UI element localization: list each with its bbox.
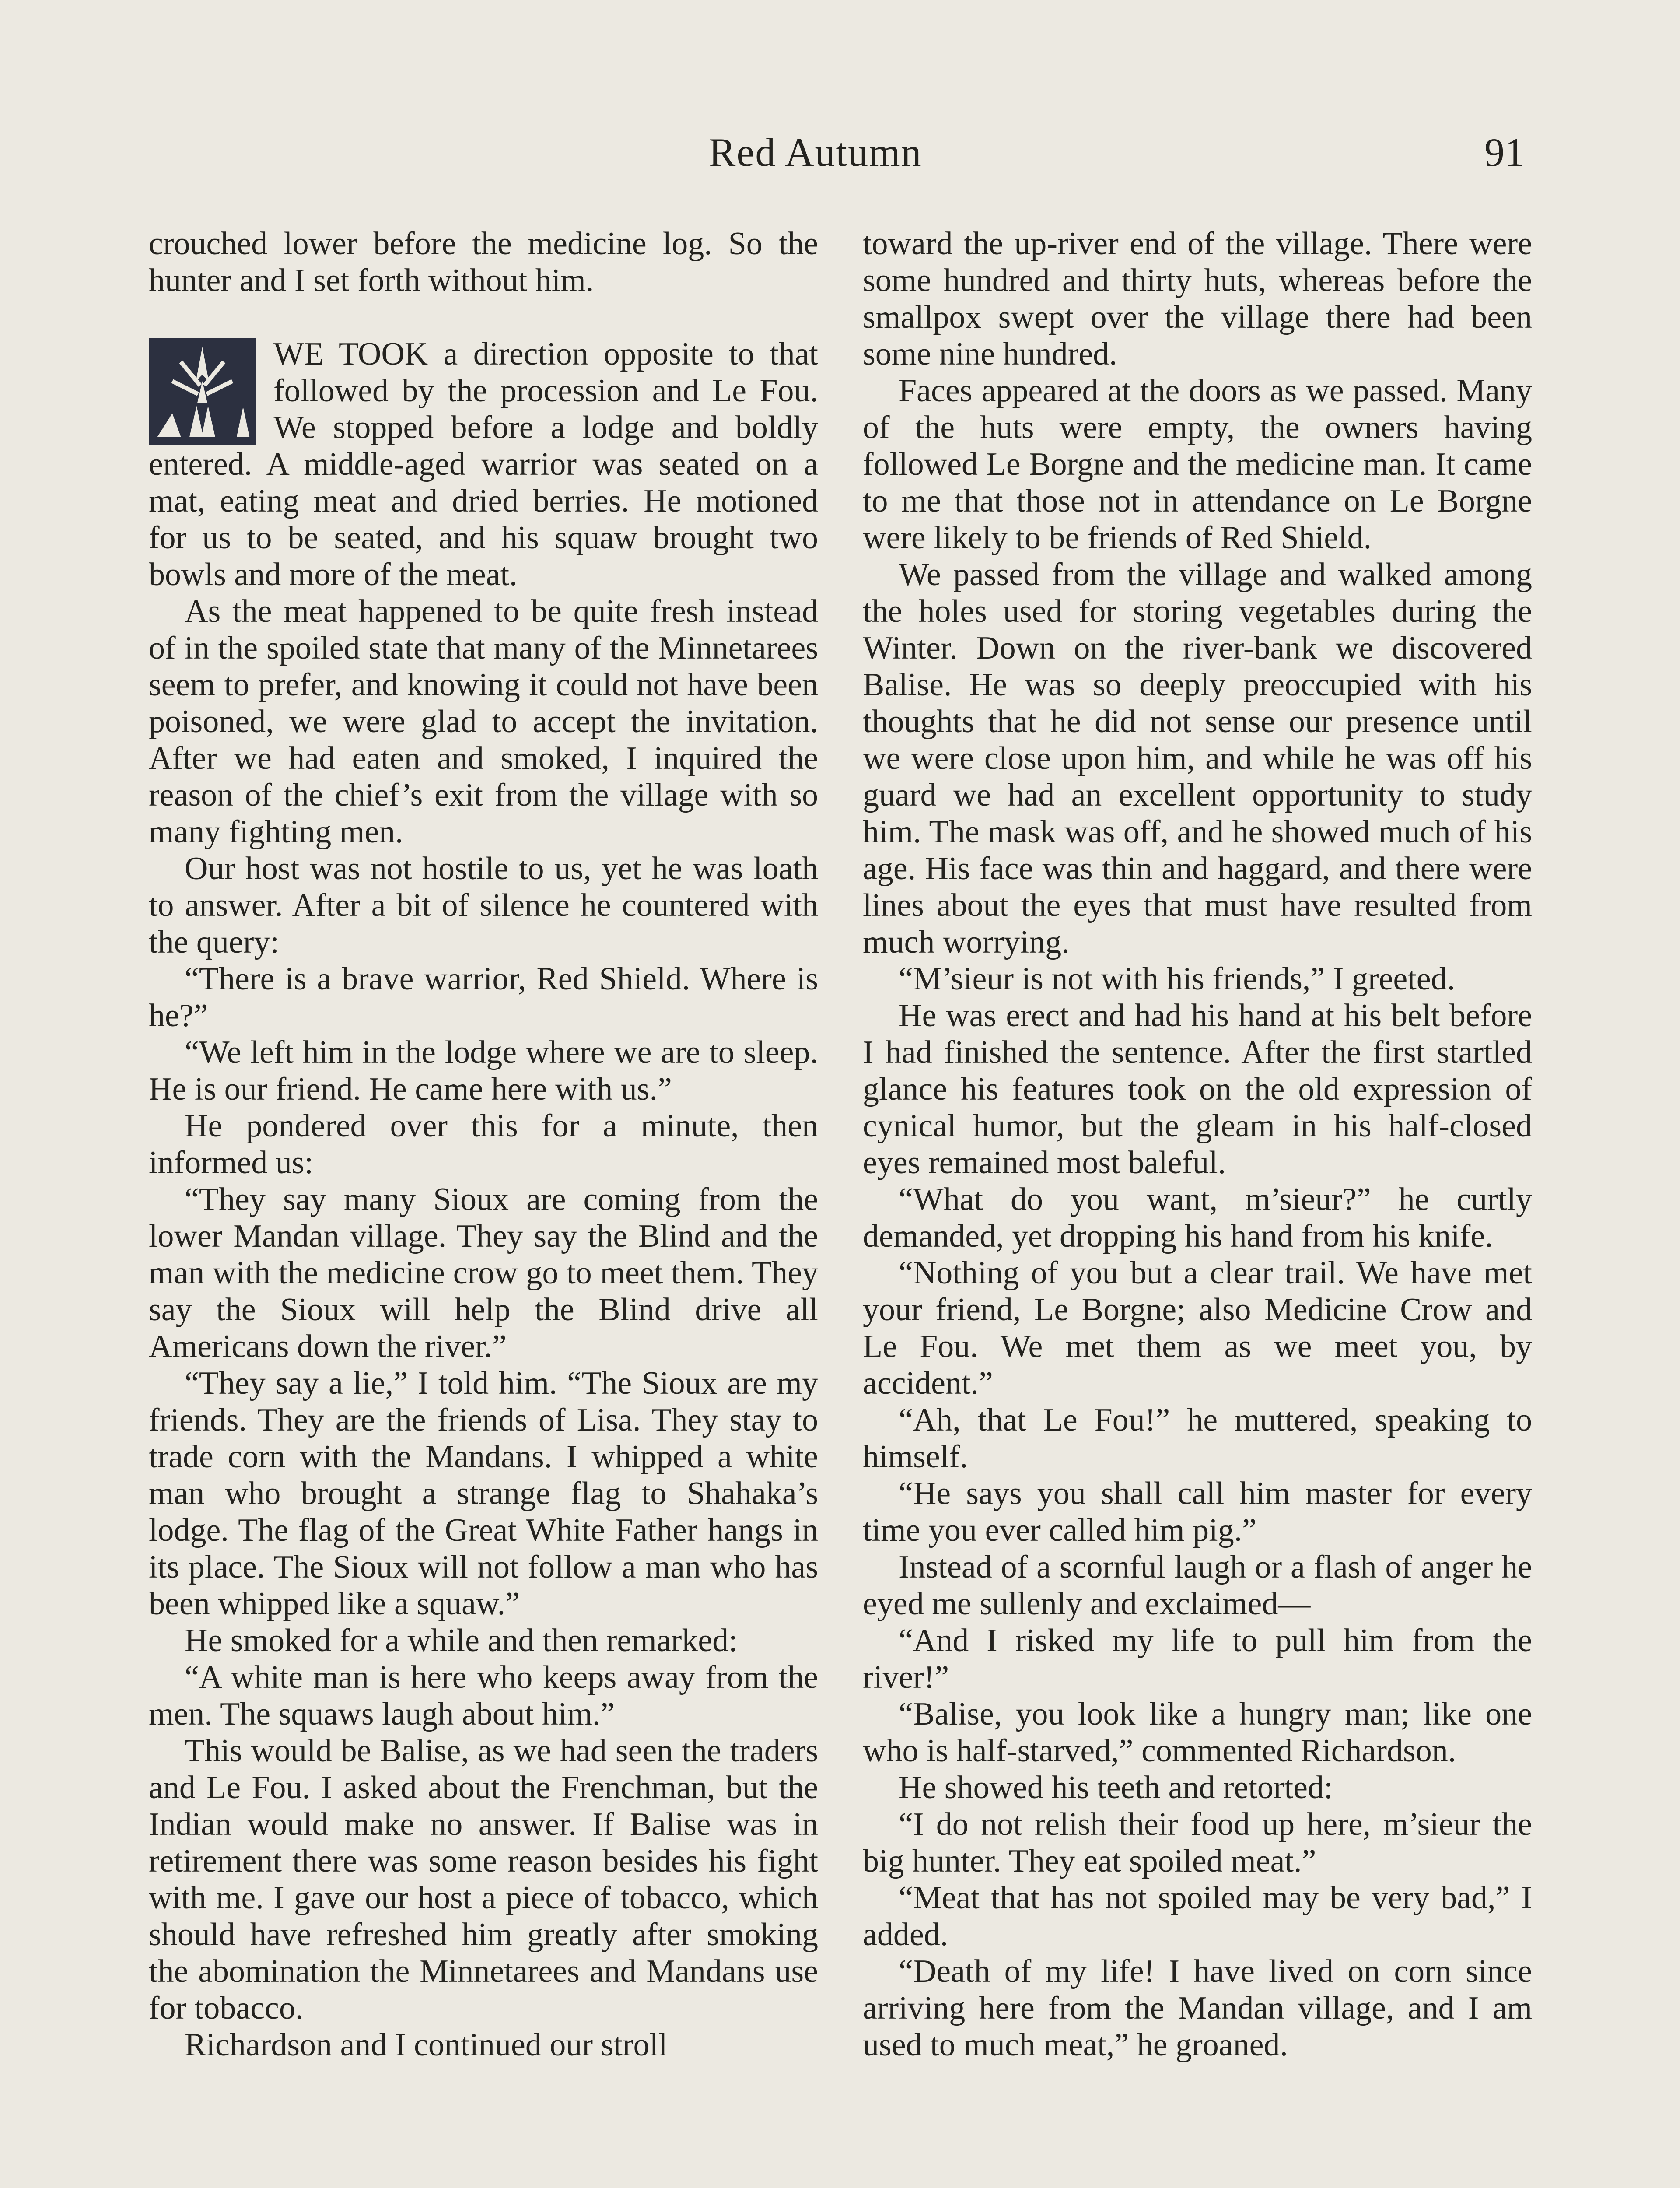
left-column xyxy=(149,225,818,2063)
paragraph: crouched lower before the medicine log. So the hunter and I set forth without him. xyxy=(149,226,818,298)
paragraph: “Death of my life! I have lived on corn since arriving here from the Mandan village, and I am used to much meat,” he groaned. xyxy=(863,1953,1532,2063)
paragraph: As the meat happened to be quite fresh instead of in the spoiled state that many of the Minnetarees seem to prefer, and knowing it could not have been poisoned, we were glad to accept the invitation. After we had eaten and smoked, I inquired the reason of the chief’s exit from the village with so many fighting men. xyxy=(149,593,818,850)
paragraph: “I do not relish their food up here, m’sieur the big hunter. They eat spoiled meat.” xyxy=(863,1806,1532,1879)
paragraph: toward the up-river end of the village. There were some hundred and thirty huts, whereas before the smallpox swept over the village there had been some nine hundred. xyxy=(863,226,1532,372)
page-header xyxy=(0,129,1680,190)
paragraph: WE TOOK a direction opposite to that followed by the procession and Le Fou. We stopped before a lodge and boldly entered. A middle-aged warrior was seated on a mat, eating meat and dried berries. He motioned for us to be seated, and his squaw brought two bowls and more of the meat. xyxy=(149,336,818,593)
running-title: Red Autumn xyxy=(709,130,922,175)
paragraph: “M’sieur is not with his friends,” I greeted. xyxy=(899,961,1456,997)
right-column xyxy=(863,225,1532,2063)
paragraph: “He says you shall call him master for every time you ever called him pig.” xyxy=(863,1476,1532,1548)
page-number: 91 xyxy=(1484,130,1525,175)
paragraph: Instead of a scornful laugh or a flash of anger he eyed me sullenly and exclaimed— xyxy=(863,1549,1532,1622)
paragraph: “We left him in the lodge where we are to sleep. He is our friend. He came here with us.” xyxy=(149,1034,818,1107)
paragraph: “They say a lie,” I told him. “The Sioux are my friends. They are the friends of Lisa. They stay to trade corn with the Mandans. I whipped a white man who brought a strange flag to Shahaka’s lodge. The flag of the Great White Father hangs in its place. The Sioux will not follow a man who has been whipped like a squaw.” xyxy=(149,1365,818,1622)
paragraph: “Balise, you look like a hungry man; like one who is half-starved,” commented Richardson. xyxy=(863,1696,1532,1769)
paragraph: Richardson and I continued our stroll xyxy=(185,2027,668,2063)
paragraph: This would be Balise, as we had seen the traders and Le Fou. I asked about the Frenchman, but the Indian would make no answer. If Balise was in retirement there was some reason besides his fight with me. I gave our host a piece of tobacco, which should have refreshed him greatly after smoking the abomination the Minnetarees and Mandans use for tobacco. xyxy=(149,1733,818,2026)
paragraph: “They say many Sioux are coming from the lower Mandan village. They say the Blind and the man with the medicine crow go to meet them. They say the Sioux will help the Blind drive all Americans down the river.” xyxy=(149,1182,818,1364)
paragraph: “What do you want, m’sieur?” he curtly demanded, yet dropping his hand from his knife. xyxy=(863,1182,1532,1254)
paragraph: “And I risked my life to pull him from the river!” xyxy=(863,1623,1532,1695)
paragraph: We passed from the village and walked among the holes used for storing vegetables during the Winter. Down on the river-bank we discovered Balise. He was so deeply preoccupied with his thoughts that he did not sense our presence until we were close upon him, and while he was off his guard we had an excellent opportunity to study him. The mask was off, and he showed much of his age. His face was thin and haggard, and there were lines about the eyes that must have resulted from much worrying. xyxy=(863,557,1532,960)
paragraph: “There is a brave warrior, Red Shield. Where is he?” xyxy=(149,961,818,1034)
drop-cap-ornament-icon xyxy=(149,338,256,445)
paragraph: He smoked for a while and then remarked: xyxy=(185,1623,738,1659)
paragraph: Our host was not hostile to us, yet he was loath to answer. After a bit of silence he countered with the query: xyxy=(149,851,818,960)
paragraph: He was erect and had his hand at his belt before I had finished the sentence. After the first startled glance his features took on the old expression of cynical humor, but the gleam in his half-closed eyes remained most baleful. xyxy=(863,998,1532,1181)
paragraph: He showed his teeth and retorted: xyxy=(899,1770,1333,1806)
paragraph: “Ah, that Le Fou!” he muttered, speaking to himself. xyxy=(863,1402,1532,1475)
paragraph: “Meat that has not spoiled may be very bad,” I added. xyxy=(863,1880,1532,1953)
paragraph: Faces appeared at the doors as we passed. Many of the huts were empty, the owners having followed Le Borgne and the medicine man. It came to me that those not in attendance on Le Borgne were likely to be friends of Red Shield. xyxy=(863,373,1532,556)
paragraph: “A white man is here who keeps away from the men. The squaws laugh about him.” xyxy=(149,1659,818,1732)
paragraph: He pondered over this for a minute, then informed us: xyxy=(149,1108,818,1181)
paragraph: “Nothing of you but a clear trail. We have met your friend, Le Borgne; also Medicine Crow and Le Fou. We met them as we meet you, by accident.” xyxy=(863,1255,1532,1401)
